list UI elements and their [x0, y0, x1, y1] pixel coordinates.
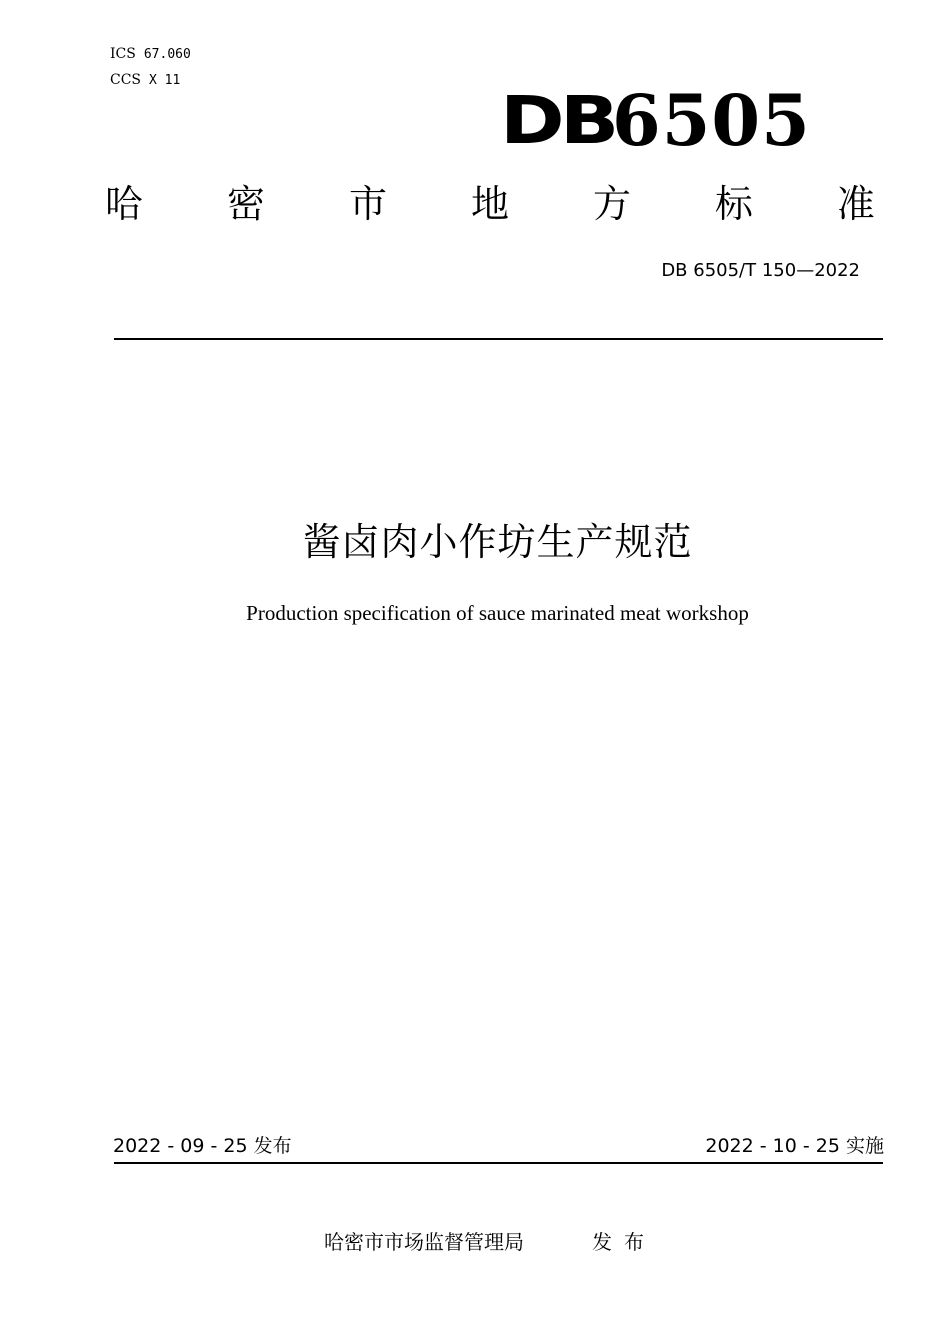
bottom-divider	[114, 1162, 883, 1164]
ccs-label: CCS	[110, 72, 142, 88]
ics-label: ICS	[110, 46, 136, 62]
top-divider	[114, 338, 883, 340]
issue-date: 2022 - 09 - 25 发布	[113, 1135, 292, 1157]
ccs-code: X 11	[149, 73, 181, 88]
standard-code: DB 6505/T 150—2022	[661, 260, 860, 281]
db-standard-logo	[500, 79, 811, 162]
standard-type-char: 方	[592, 182, 631, 226]
db-logo-letters: DB	[500, 82, 615, 159]
document-title-chinese: 酱卤肉小作坊生产规范	[302, 520, 693, 564]
standard-type-char: 哈	[105, 182, 144, 226]
standard-type-char: 市	[348, 182, 387, 226]
publish-label: 发布	[592, 1230, 656, 1254]
ics-classification	[110, 45, 191, 64]
standard-type-char: 地	[470, 182, 509, 226]
standard-type-char: 准	[836, 182, 875, 226]
standard-type-char: 标	[714, 182, 753, 226]
db-logo-number: 6505	[612, 79, 811, 162]
standard-type-title	[105, 180, 875, 228]
document-title-english: Production specification of sauce marinated meat workshop	[246, 601, 749, 625]
publisher-name: 哈密市市场监督管理局	[324, 1230, 524, 1254]
ics-code: 67.060	[143, 47, 191, 62]
ccs-classification	[110, 71, 180, 90]
standard-type-char: 密	[226, 182, 265, 226]
implementation-date: 2022 - 10 - 25 实施	[705, 1135, 884, 1157]
